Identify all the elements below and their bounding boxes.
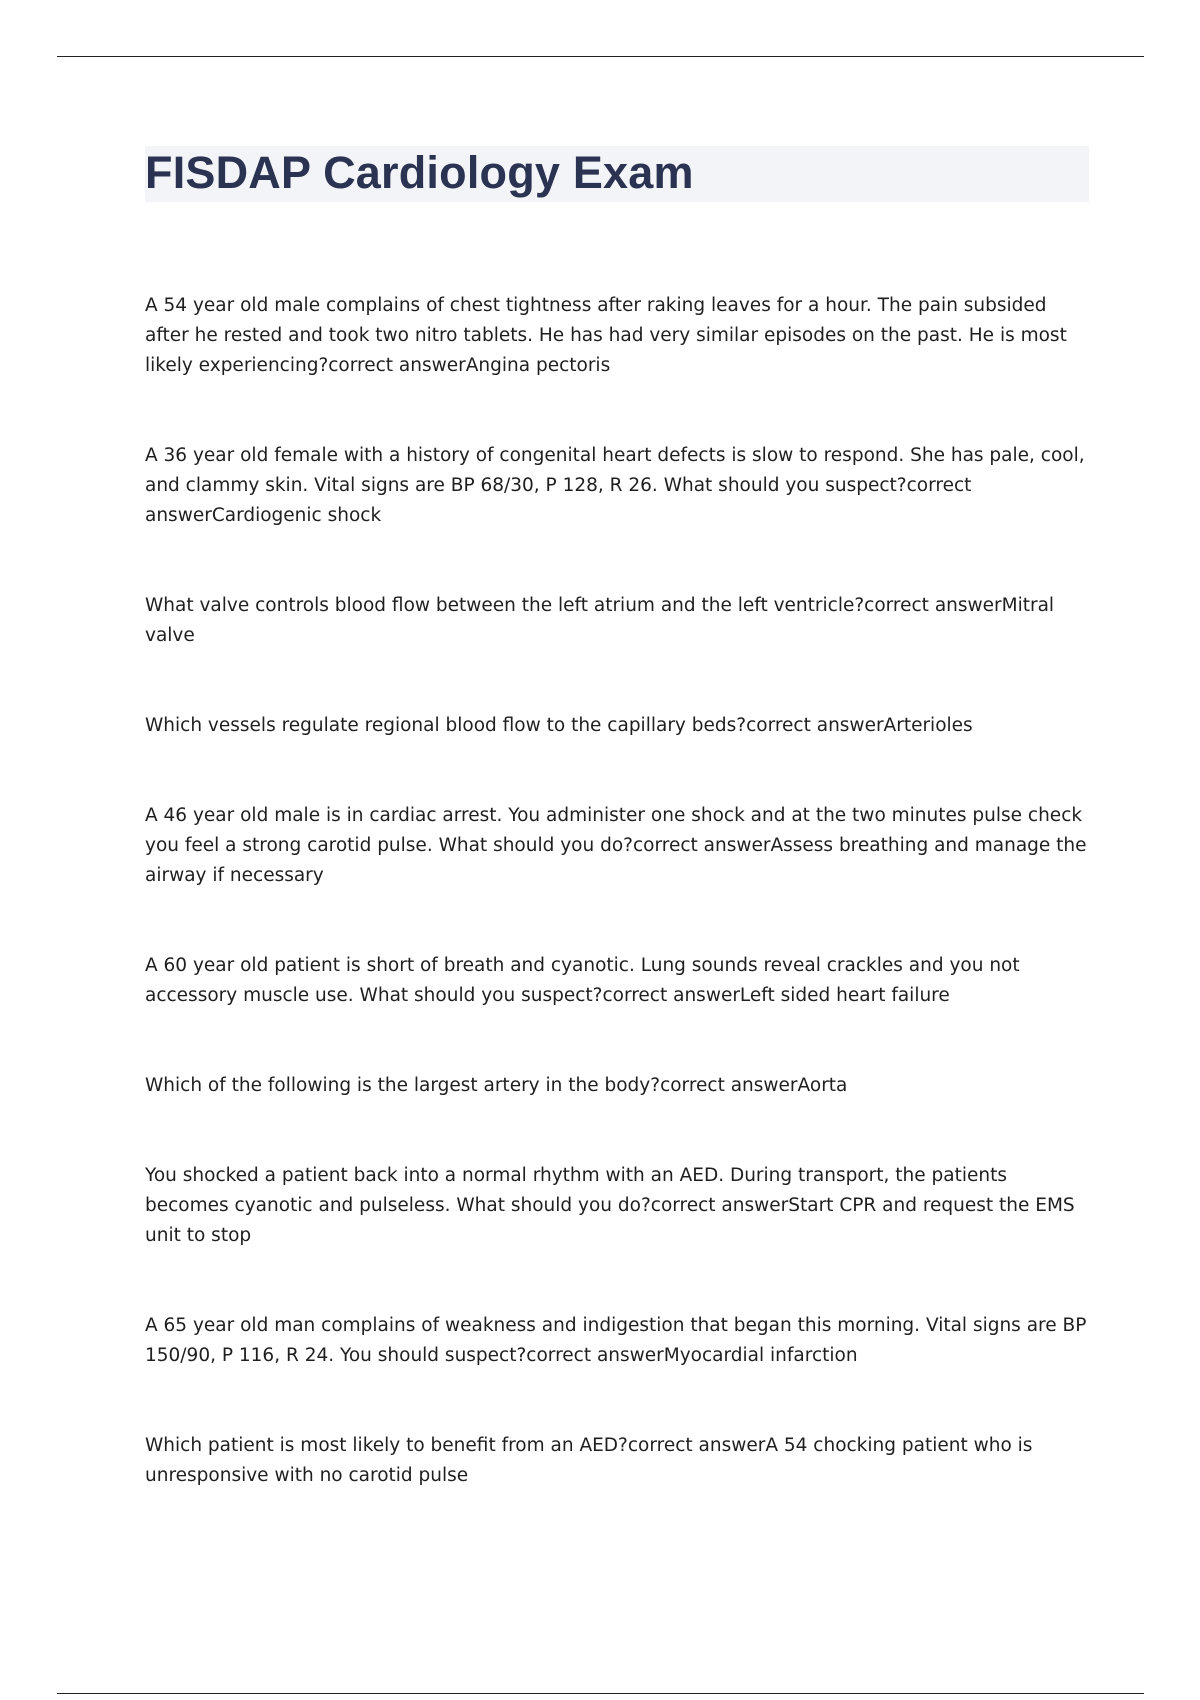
question-item: Which patient is most likely to benefit from an AED?correct answerA 54 chocking patient who is unresponsive with no carotid pulse (145, 1435, 1033, 1486)
question-item: A 60 year old patient is short of breath and cyanotic. Lung sounds reveal crackles and you not accessory muscle use. What should you suspect?correct answerLeft sided heart failure (145, 955, 1020, 1006)
question-item: You shocked a patient back into a normal rhythm with an AED. During transport, the patients becomes cyanotic and pulseless. What should you do?correct answerStart CPR and request the EMS unit to stop (145, 1165, 1075, 1246)
question-item: Which of the following is the largest artery in the body?correct answerAorta (145, 1075, 848, 1096)
top-divider (57, 56, 1144, 57)
page-title: FISDAP Cardiology Exam (145, 147, 694, 198)
question-item: A 54 year old male complains of chest tightness after raking leaves for a hour. The pain subsided after he rested and took two nitro tablets. He has had very similar episodes on the past. He is most likely experiencing?correct answerAngina pectoris (145, 295, 1067, 376)
bottom-divider (57, 1693, 1144, 1694)
question-item: A 36 year old female with a history of congenital heart defects is slow to respond. She has pale, cool, and clammy skin. Vital signs are BP 68/30, P 128, R 26. What should you suspect?correct answerCardiogenic shock (145, 445, 1085, 526)
question-item: Which vessels regulate regional blood flow to the capillary beds?correct answerArterioles (145, 715, 973, 736)
question-item: A 65 year old man complains of weakness and indigestion that began this morning. Vital signs are BP 150/90, P 116, R 24. You should suspect?correct answerMyocardial infarction (145, 1315, 1087, 1366)
question-item: What valve controls blood flow between the left atrium and the left ventricle?correct answerMitral valve (145, 595, 1055, 646)
question-item: A 46 year old male is in cardiac arrest. You administer one shock and at the two minutes pulse check you feel a strong carotid pulse. What should you do?correct answerAssess breathing and manage the airway if necessary (145, 805, 1087, 886)
question-list (145, 291, 1089, 1551)
